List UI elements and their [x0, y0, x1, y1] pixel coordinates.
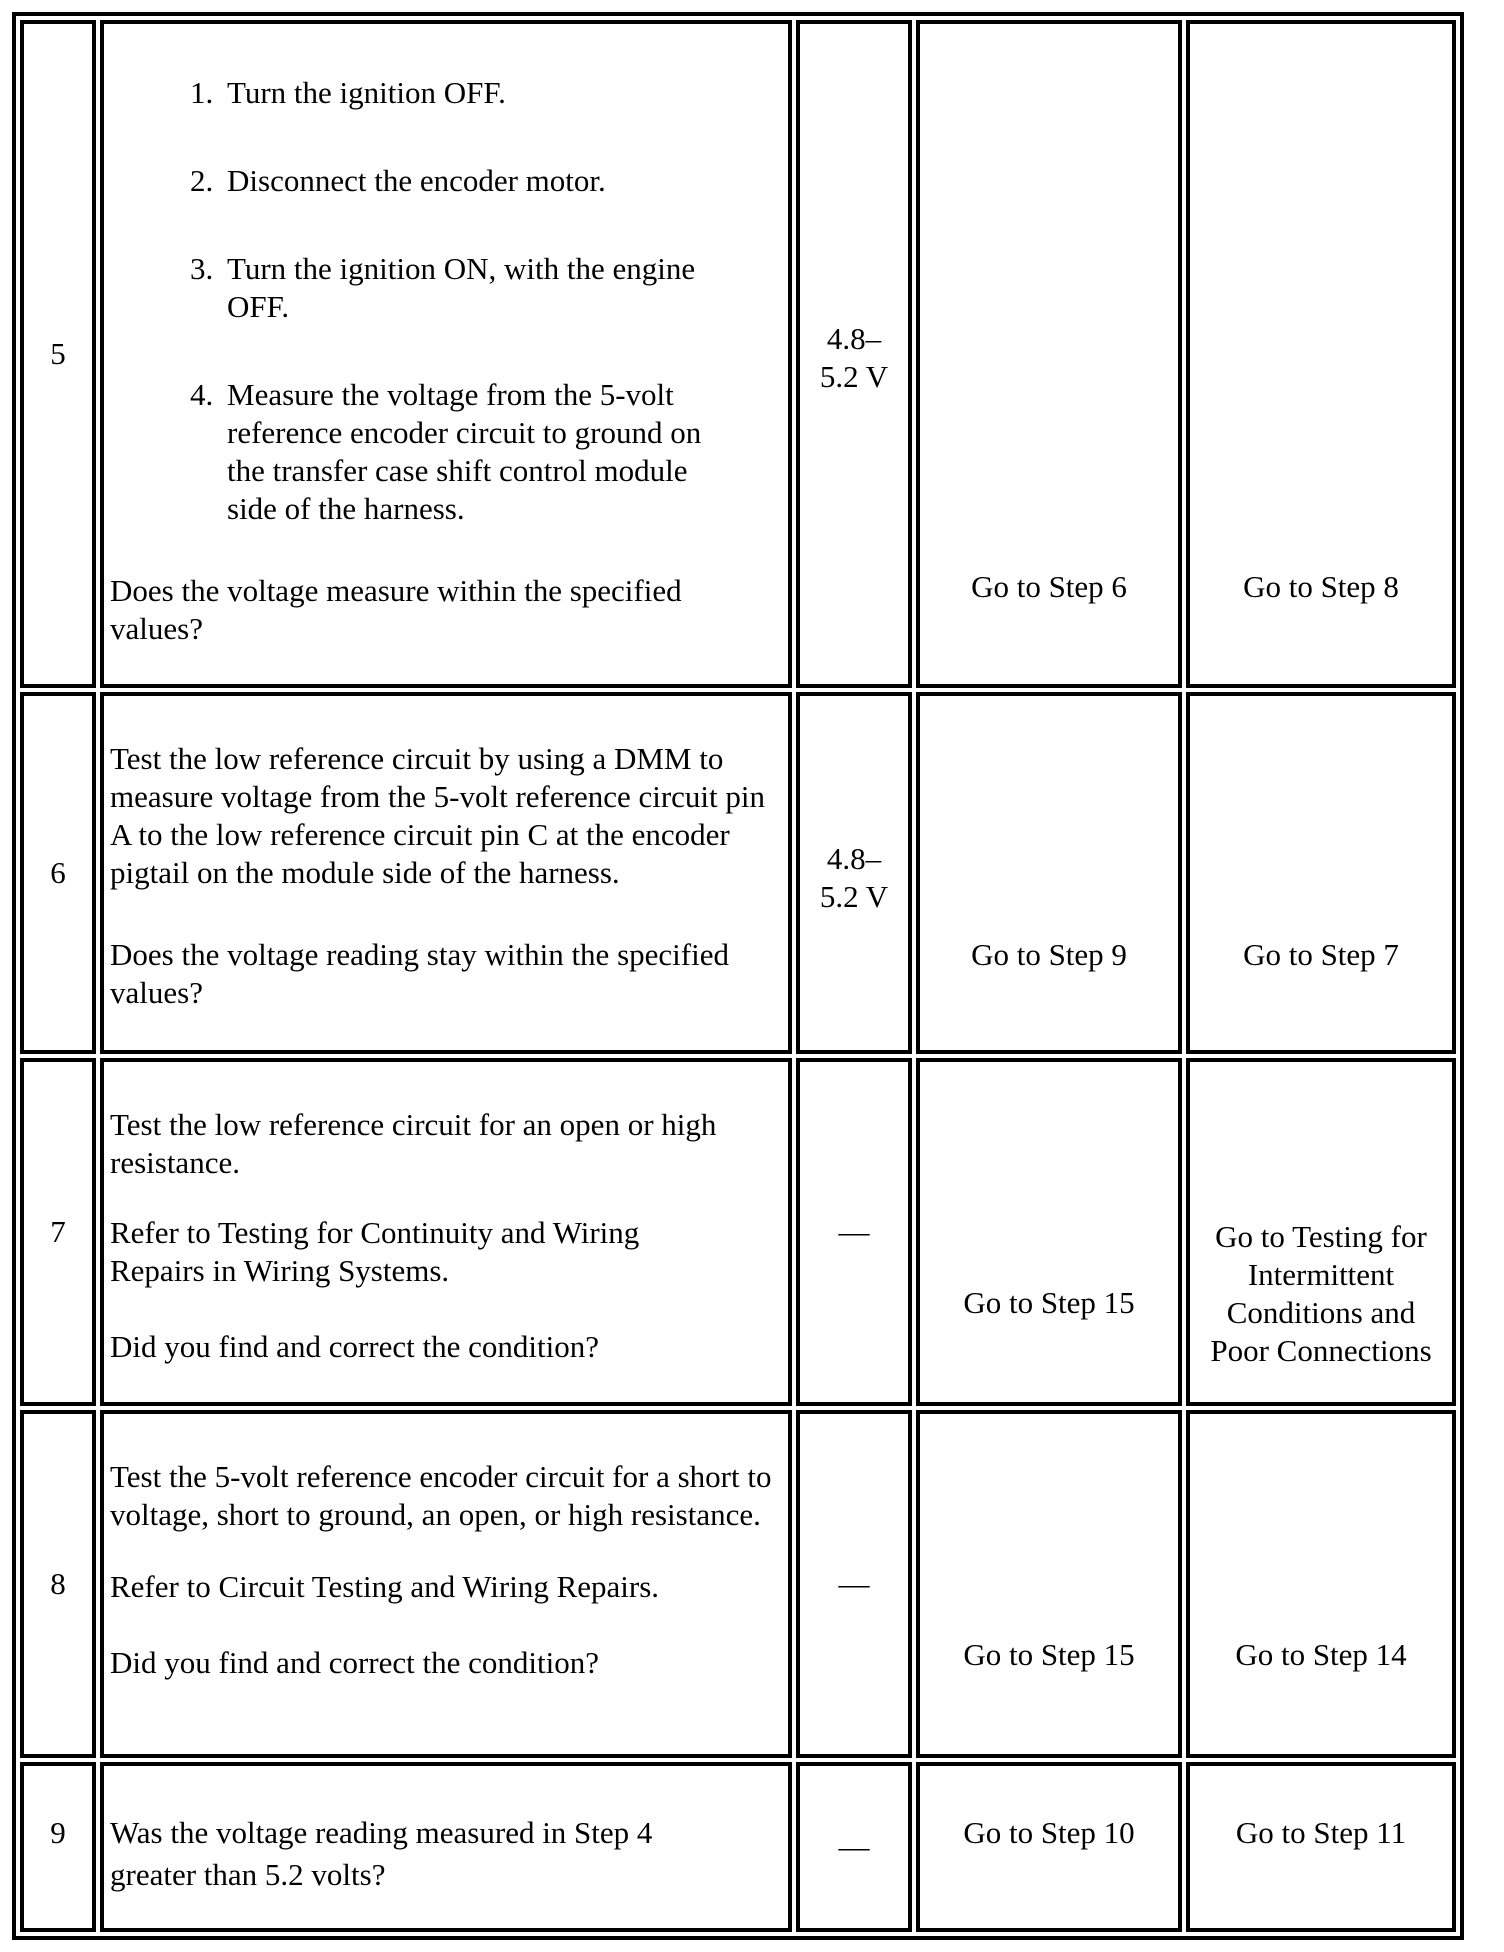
no-cell — [1186, 1762, 1456, 1932]
yes-action: Go to Step 15 — [963, 1637, 1135, 1672]
substep: 1. Turn the ignition OFF. — [190, 75, 506, 110]
substep: 2. Disconnect the encoder motor. — [190, 163, 606, 198]
value-cell — [796, 20, 912, 688]
substep: 4. Measure the voltage from the 5-volt reference encoder circuit to ground on the transfer case shift control module side of the harness. — [190, 377, 702, 526]
value-cell — [796, 692, 912, 1054]
step-number: 6 — [50, 855, 66, 890]
action-cell — [100, 1058, 792, 1406]
refer-text: Refer to Circuit Testing and Wiring Repairs. — [110, 1569, 660, 1604]
step-number-cell — [20, 20, 96, 688]
refer-text: Refer to Testing for Continuity and Wiring Repairs in Wiring Systems. — [110, 1215, 640, 1288]
value-line: 5.2 V — [819, 879, 889, 914]
question-text: Did you find and correct the condition? — [110, 1645, 599, 1680]
yes-cell — [916, 20, 1182, 688]
no-action: Go to Step 14 — [1235, 1637, 1407, 1672]
step-number: 9 — [50, 1815, 66, 1850]
step-number-cell — [20, 1410, 96, 1758]
action-cell — [100, 1762, 792, 1932]
value-line: 5.2 V — [819, 359, 889, 394]
step-number: 8 — [50, 1566, 66, 1601]
step-number-cell — [20, 1762, 96, 1932]
action-text: Test the low reference circuit by using a DMM to measure voltage from the 5-volt reference circuit pin A to the low reference circuit pin C at the encoder pigtail on the module side of the harness. — [110, 741, 766, 890]
question-text: Does the voltage measure within the specified values? — [110, 573, 682, 646]
yes-action: Go to Step 9 — [971, 937, 1127, 972]
action-cell — [100, 20, 792, 688]
action-cell — [100, 692, 792, 1054]
action-cell — [100, 1410, 792, 1758]
value-line: 4.8– — [826, 321, 882, 356]
yes-cell — [916, 1058, 1182, 1406]
value-cell — [796, 1410, 912, 1758]
yes-cell — [916, 1410, 1182, 1758]
question-text: Does the voltage reading stay within the specified values? — [110, 937, 729, 1010]
no-cell — [1186, 20, 1456, 688]
value-cell — [796, 1058, 912, 1406]
step-number-cell — [20, 1058, 96, 1406]
step-number: 5 — [50, 336, 66, 371]
action-text: Test the low reference circuit for an open or high resistance. — [110, 1107, 717, 1180]
question-text: Was the voltage reading measured in Step 4 greater than 5.2 volts? — [110, 1815, 653, 1892]
no-action: Go to Step 11 — [1235, 1815, 1407, 1850]
step-number-cell — [20, 692, 96, 1054]
value-dash: — — [838, 1829, 870, 1864]
value-dash: — — [838, 1566, 870, 1601]
yes-cell — [916, 692, 1182, 1054]
yes-action: Go to Step 15 — [963, 1285, 1135, 1320]
no-action: Go to Testing for Intermittent Conditions and Poor Connections — [1210, 1219, 1432, 1368]
no-cell — [1186, 1410, 1456, 1758]
yes-action: Go to Step 6 — [971, 569, 1127, 604]
substep-list — [110, 74, 782, 528]
value-cell — [796, 1762, 912, 1932]
yes-cell — [916, 1762, 1182, 1932]
yes-action: Go to Step 10 — [963, 1815, 1135, 1850]
no-cell — [1186, 1058, 1456, 1406]
question-text: Did you find and correct the condition? — [110, 1329, 599, 1364]
no-action: Go to Step 7 — [1243, 937, 1399, 972]
action-text: Test the 5-volt reference encoder circuit for a short to voltage, short to ground, an open, or high resistance. — [110, 1459, 772, 1532]
value-dash: — — [838, 1214, 870, 1249]
value-line: 4.8– — [826, 841, 882, 876]
no-action: Go to Step 8 — [1243, 569, 1399, 604]
step-number: 7 — [50, 1214, 66, 1249]
no-cell — [1186, 692, 1456, 1054]
substep: 3. Turn the ignition ON, with the engine OFF. — [190, 251, 696, 324]
